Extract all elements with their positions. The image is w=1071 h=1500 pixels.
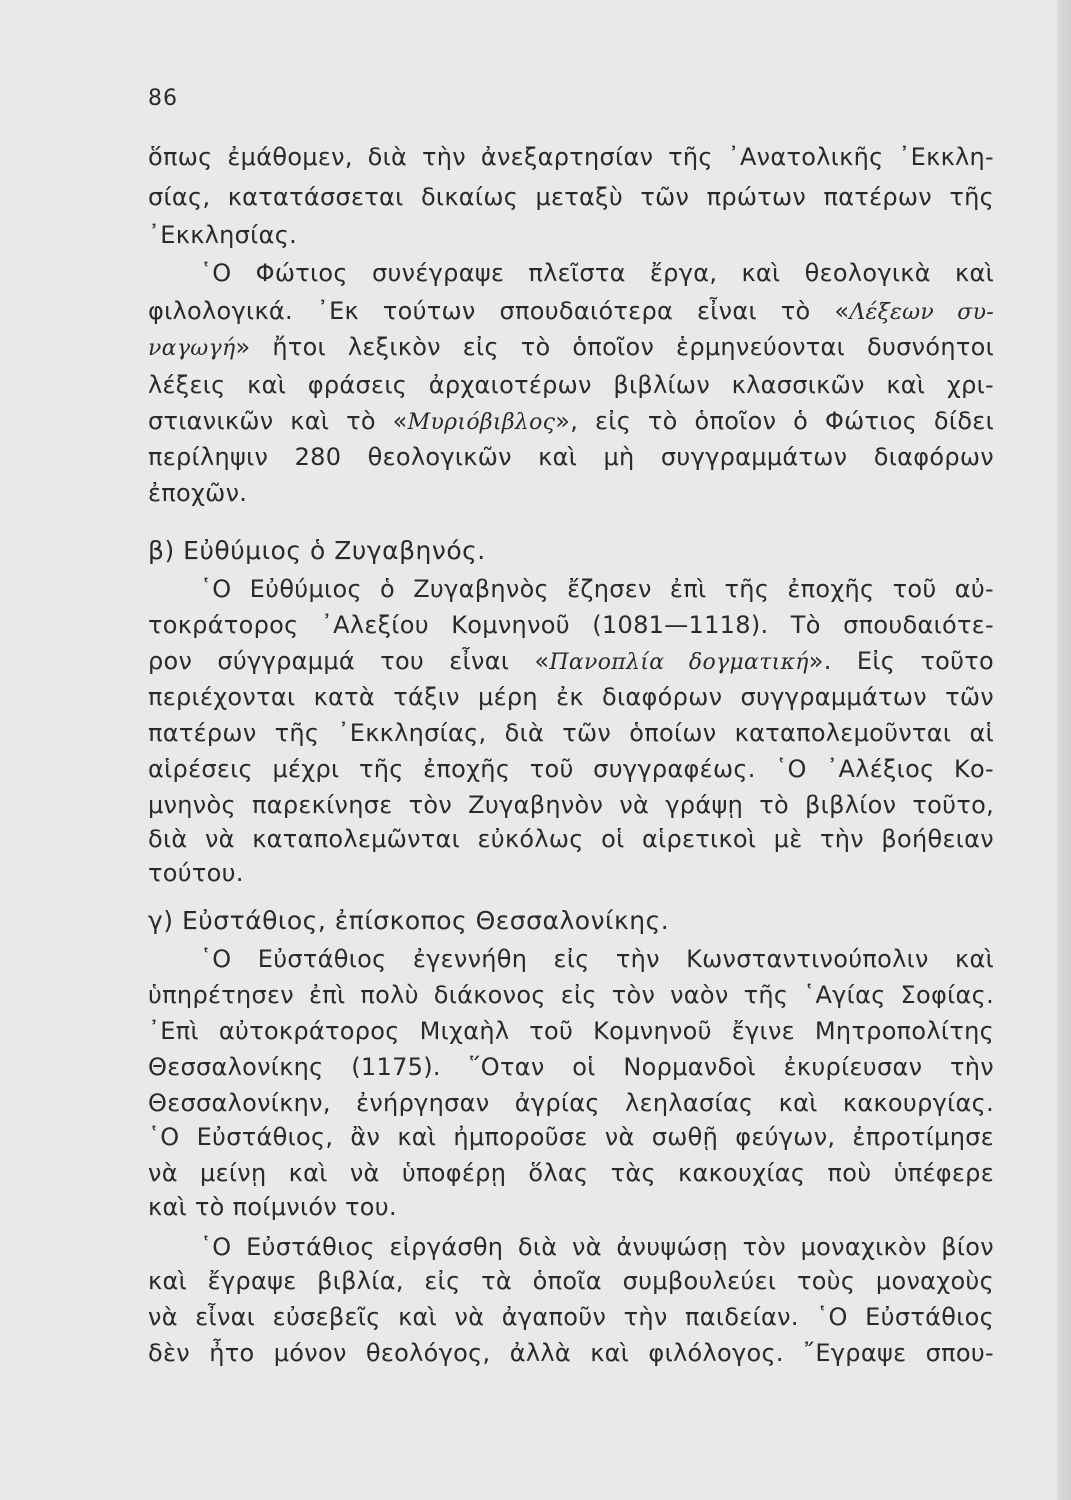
text-line: διὰ νὰ καταπολεμῶνται εὐκόλως οἱ αἱρετικοὶ μὲ τὴν βοήθειαν [148,825,994,853]
text-line [148,330,994,364]
text-line: ῾Ο Εὐστάθιος, ἂν καὶ ἠμποροῦσε νὰ σωθῇ φεύγων, ἐπροτίμησε [148,1123,994,1151]
text-line: ἐποχῶν. [148,479,248,507]
text-line: νὰ μείνῃ καὶ νὰ ὑποφέρῃ ὅλας τὰς κακουχίας ποὺ ὑπέφερε [148,1159,994,1187]
text-line: ῾Ο Εὐστάθιος εἰργάσθη διὰ νὰ ἀνυψώσῃ τὸν μοναχικὸν βίον [200,1233,994,1261]
text-line: περίληψιν 280 θεολογικῶν καὶ μὴ συγγραμμάτων διαφόρων [148,443,994,471]
text-line: καὶ ἔγραψε βιβλία, εἰς τὰ ὁποῖα συμβουλεύει τοὺς μοναχοὺς [148,1267,994,1295]
title-italic: Μυριόβιβλος [407,410,556,435]
text-line: Θεσσαλονίκην, ἐνήργησαν ἀγρίας λεηλασίας καὶ κακουργίας. [148,1089,994,1117]
text-line: ῾Ο Εὐθύμιος ὁ Ζυγαβηνὸς ἔζησεν ἐπὶ τῆς ἐποχῆς τοῦ αὐ- [200,575,994,603]
text-line: τοκράτορος ᾿Αλεξίου Κομνηνοῦ (1081—1118). Τὸ σπουδαιότε- [148,611,994,639]
text-line: πατέρων τῆς ᾿Εκκλησίας, διὰ τῶν ὁποίων καταπολεμοῦνται αἱ [148,719,994,747]
text-line: Θεσσαλονίκης (1175). ῞Οταν οἱ Νορμανδοὶ ἐκυρίευσαν τὴν [148,1053,994,1081]
text-run: στιανικῶν καὶ τὸ « [148,407,408,435]
text-line: καὶ τὸ ποίμνιόν του. [148,1193,397,1221]
text-line: μνηνὸς παρεκίνησε τὸν Ζυγαβηνὸν νὰ γράψῃ τὸ βιβλίον τοῦτο, [148,791,994,819]
text-run: », εἰς τὸ ὁποῖον ὁ Φώτιος δίδει [555,407,994,435]
page-edge-shadow [1057,0,1071,1500]
text-line: ὅπως ἐμάθομεν, διὰ τὴν ἀνεξαρτησίαν τῆς ᾿Ανατολικῆς ᾿Εκκλη- [148,143,994,171]
text-line: ᾿Επὶ αὐτοκράτορος Μιχαὴλ τοῦ Κομνηνοῦ ἔγινε Μητροπολίτης [148,1017,994,1045]
text-line: ᾿Εκκλησίας. [148,221,298,249]
text-line: ῾Ο Φώτιος συνέγραψε πλεῖστα ἔργα, καὶ θεολογικὰ καὶ [200,259,994,287]
section-heading: β) Εὐθύμιος ὁ Ζυγαβηνός. [148,536,486,565]
text-run: ». Εἰς τοῦτο [808,647,994,675]
text-line [148,404,994,438]
text-run: ρον σύγγραμμά του εἶναι « [148,647,550,675]
title-italic: Λέξεων συ- [849,300,995,325]
text-line: περιέχονται κατὰ τάξιν μέρη ἐκ διαφόρων συγγραμμάτων τῶν [148,683,994,711]
text-run: φιλολογικά. ᾿Εκ τούτων σπουδαιότερα εἶναι τὸ « [148,297,850,325]
text-line: αἱρέσεις μέχρι τῆς ἐποχῆς τοῦ συγγραφέως. ῾Ο ᾿Αλέξιος Κο- [148,755,994,783]
text-line: τούτου. [148,859,244,887]
text-line [148,644,994,678]
title-italic: ναγωγή [148,336,236,361]
text-line: δὲν ἦτο μόνον θεολόγος, ἀλλὰ καὶ φιλόλογος. ῎Εγραψε σπου- [148,1339,994,1367]
text-line: ῾Ο Εὐστάθιος ἐγεννήθη εἰς τὴν Κωνσταντινούπολιν καὶ [200,945,994,973]
text-line: σίας, κατατάσσεται δικαίως μεταξὺ τῶν πρώτων πατέρων τῆς [148,183,994,211]
title-italic: Πανοπλία δογματική [549,650,809,675]
text-line [148,294,994,328]
text-line: λέξεις καὶ φράσεις ἀρχαιοτέρων βιβλίων κλασσικῶν καὶ χρι- [148,371,994,399]
text-line: ὑπηρέτησεν ἐπὶ πολὺ διάκονος εἰς τὸν ναὸν τῆς ῾Αγίας Σοφίας. [148,981,994,1009]
section-heading: γ) Εὐστάθιος, ἐπίσκοπος Θεσσαλονίκης. [148,906,670,935]
text-line: νὰ εἶναι εὐσεβεῖς καὶ νὰ ἀγαποῦν τὴν παιδείαν. ῾Ο Εὐστάθιος [148,1303,994,1331]
page-number: 86 [148,86,178,111]
text-run: » ἤτοι λεξικὸν εἰς τὸ ὁποῖον ἑρμηνεύονται δυσνόητοι [235,333,994,361]
